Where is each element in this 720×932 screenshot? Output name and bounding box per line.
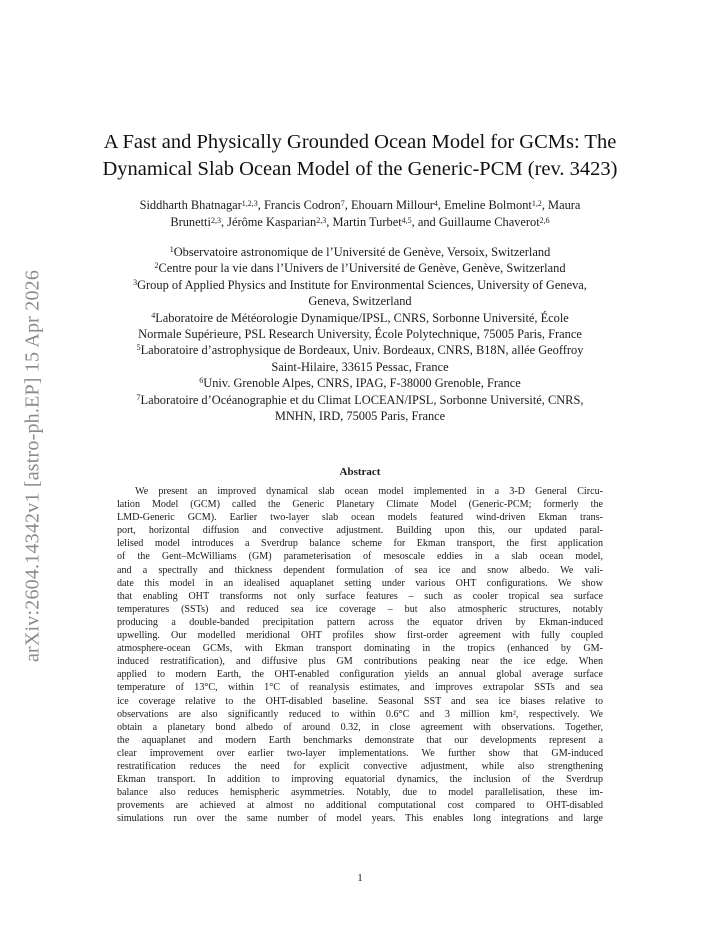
abstract-line: date this model in an idealised aquaplanet setting under various OHT configurations. We show [117,577,603,589]
affiliation-line [80,359,640,375]
affiliation-text: Laboratoire d’astrophysique de Bordeaux, Univ. Bordeaux, CNRS, B18N, allée Geoffroy [140,343,584,358]
author-affil-sup: 7 [340,199,345,208]
title-line: Dynamical Slab Ocean Model of the Generic-PCM (rev. 3423) [102,158,618,180]
abstract-line: the aquaplanet and modern Earth benchmarks demonstrate that our developments represent a [117,734,603,746]
author-separator: , [257,198,264,212]
author-line [80,214,640,231]
affiliation-line [80,326,640,342]
affiliation-text: MNHN, IRD, 75005 Paris, France [274,409,446,424]
abstract-line: restratification reduces the need for explicit convective adjustment, while also strengthening [117,760,603,772]
abstract-body [117,485,603,825]
affiliation-sup: 6 [199,376,204,386]
author-list [80,197,640,231]
abstract-line: ice coverage relative to the OHT-disabled baseline. Seasonal SST and sea ice biases relative to [117,695,603,707]
author-separator: , [344,198,351,212]
author-affil-sup: 2,6 [539,216,550,225]
abstract-line: upwelling. Our modelled meridional OHT profiles show first-order agreement with fully coupled [117,630,603,642]
abstract-line: clear improvement over earlier two-layer implementations. We further show that GM-induced [117,747,603,759]
affiliation-line [80,244,640,260]
author-affil-sup: 4 [433,199,438,208]
abstract-line: producing a double-banded precipitation pattern across the equator driven by Ekman-induced [117,616,603,628]
author-affil-sup: 1,2 [531,199,542,208]
paper-title [80,129,640,183]
author-name: Ehouarn Millour [350,198,434,212]
abstract-line: applied to modern Earth, the OHT-enabled configuration yields an annual global average surface [117,669,603,681]
abstract-line: lelised model introduces a Sverdrup balance scheme for Ekman transport, the first application [117,538,603,550]
title-line: A Fast and Physically Grounded Ocean Model for GCMs: The [103,131,617,153]
abstract-line: and a spectrally and thickness dependent formulation of sea ice and snow albedo. We vali- [117,564,603,576]
abstract-line: temperature of 13°C, within 1°C of reanalysis estimates, and improves extrapolar SSTs and sea [117,682,603,694]
affiliation-text: Saint-Hilaire, 33615 Pessac, France [271,359,449,374]
author-affil-sup: 4,5 [401,216,412,225]
author-affil-sup: 1,2,3 [241,199,258,208]
author-separator: , [437,198,445,212]
abstract-line: obtain a planetary bond albedo of around 0.32, in close agreement with observations. Together, [117,721,603,733]
affiliation-list [80,244,640,424]
author-name: Emeline Bolmont [444,198,532,212]
affiliation-sup: 5 [136,343,141,353]
abstract-line: induced restratification), and diffusive plus GM contributions peaking near the ice edge. When [117,656,603,668]
affiliation-text: Centre pour la vie dans l’Univers de l’Université de Genève, Genève, Switzerland [158,261,566,276]
abstract-line: Ekman transport. In addition to improving equatorial dynamics, the inclusion of the Sverdrup [117,774,603,786]
affiliation-sup: 2 [154,261,159,271]
affiliation-text: Laboratoire d’Océanographie et du Climat LOCEAN/IPSL, Sorbonne Université, CNRS, [140,392,584,407]
abstract-heading: Abstract [339,466,381,478]
abstract-line: balance also reduces hemispheric asymmetries. Notably, due to model parallelisation, these im- [117,787,603,799]
affiliation-sup: 7 [136,392,141,402]
affiliation-line [80,260,640,276]
author-separator: , Maura [541,198,581,212]
affiliation-sup: 1 [169,245,174,254]
affiliation-sup: 4 [151,310,156,320]
affiliation-line [80,392,640,408]
author-line [80,197,640,214]
affiliation-line [80,293,640,309]
author-name: Brunetti [170,215,211,229]
affiliation-line [80,310,640,326]
author-separator: , [220,215,228,229]
author-name: Francis Codron [264,198,341,212]
abstract-line: We present an improved dynamical slab ocean model implemented in a 3-D General Circu- [135,486,603,497]
author-name: Siddharth Bhatnagar [139,198,242,212]
author-separator: , [326,215,333,229]
affiliation-line [80,408,640,424]
affiliation-line [80,342,640,358]
affiliation-text: Group of Applied Physics and Institute for Environmental Sciences, University of Geneva, [137,277,587,292]
affiliation-text: Observatoire astronomique de l’Université de Genève, Versoix, Switzerland [173,245,551,259]
author-name: Martin Turbet [332,215,402,229]
page-number: 1 [357,872,363,884]
affiliation-text: Laboratoire de Météorologie Dynamique/IPSL, CNRS, Sorbonne Université, École [155,310,569,325]
abstract-line: of the Gent–McWilliams (GM) parameterisation of mesoscale eddies in a slab ocean model, [117,551,603,563]
abstract-line: port, horizontal diffusion and convective adjustment. Building upon this, our updated paral- [117,525,603,537]
abstract-line: provements are achieved at almost no additional computational cost compared to OHT-disabled [117,800,603,812]
abstract-line: LMD-Generic GCM). Earlier two-layer slab ocean models featured wind-driven Ekman trans- [117,512,603,524]
abstract-line: atmosphere-ocean GCMs, with Ekman transport dominating in the tropics (enhanced by GM- [117,643,603,655]
affiliation-text: Normale Supérieure, PSL Research University, École Polytechnique, 75005 Paris, France [138,327,582,342]
abstract-line: temperatures (SSTs) and reduced sea ice coverage – but also atmospheric structures, notably [117,603,603,615]
author-name: Guillaume Chaverot [438,215,540,229]
affiliation-sup: 3 [133,277,138,287]
affiliation-text: Geneva, Switzerland [308,294,412,309]
abstract-line: simulations run over the same number of model years. This enables long integrations and large [117,813,603,825]
author-affil-sup: 2,3 [316,216,327,225]
author-affil-sup: 2,3 [210,216,221,225]
arxiv-identifier-stamp: arXiv:2604.14342v1 [astro-ph.EP] 15 Apr 2026 [21,269,44,663]
author-separator: , and [411,215,439,229]
affiliation-text: Univ. Grenoble Alpes, CNRS, IPAG, F-38000 Grenoble, France [203,376,521,391]
author-name: Jérôme Kasparian [227,215,317,229]
abstract-line: observations are also significantly reduced to within 0.6°C and 3 million km², respectively. We [117,708,603,720]
abstract-line: that enabling OHT transforms not only surface features – such as cooler tropical sea surface [117,590,603,602]
abstract-line: lation Model (GCM) called the Generic Planetary Climate Model (Generic-PCM; formerly the [117,499,603,511]
affiliation-line [80,277,640,293]
affiliation-line [80,375,640,391]
